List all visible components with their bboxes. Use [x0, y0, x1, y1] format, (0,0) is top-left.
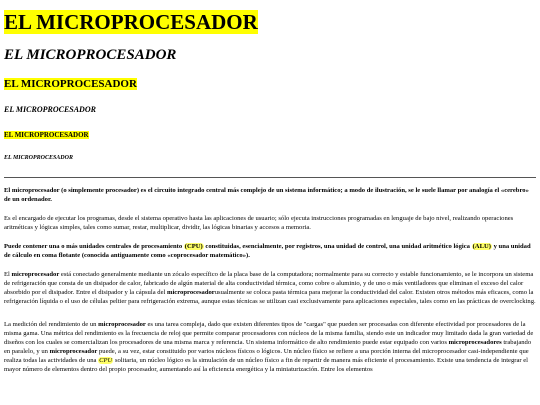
text: puede, a su vez, estar constituido por varios núcleos físicos o lógicos. Un núcleo físico se refiere a una porción interna del — [97, 348, 423, 355]
heading-1-text: EL MICROPROCESADOR — [4, 10, 258, 34]
strong-term: microprocesadores — [448, 339, 502, 346]
paragraph-function: Es el encargado de ejecutar los programas, desde el sistema operativo hasta las aplicaciones de usuario; sólo ejecuta instrucciones programadas en lenguaje de bajo nivel, realizando operaciones aritméticas y lógicas simples, tales como sumar, restar, multiplicar, dividir, las lógicas binarias y accesos a memoria. — [4, 215, 514, 231]
text: está conectado generalmente mediante un zócalo específico de la placa base de la computadora; normalmente para su correcto y estable funcionamiento, se le incorpora un sistema de refrigeración que consta de un disipador de calor, fabricado de algún material de alta conductividad térmica, como cobre o aluminio, y de uno o más ventiladores que eliminan el exceso del calor absorbido por el disipador. Entre el disipador y la cápsula del — [4, 271, 534, 296]
text: microprocesador casi-independiente que realiza todas las actividades de una — [4, 348, 529, 364]
heading-6: EL MICROPROCESADOR — [4, 155, 73, 161]
text: trabajando en paralelo, y un — [4, 339, 532, 355]
strong-term: microprocesador — [49, 348, 98, 355]
heading-2: EL MICROPROCESADOR — [4, 47, 177, 63]
strong-term: microprocesador — [98, 321, 146, 328]
paragraph-cooling — [4, 270, 536, 306]
paragraph-intro: El microprocesador (o simplemente procesador) es el circuito integrado central más complejo de un sistema informático; a modo de ilustración, se le suele llamar por analogía el «cerebro» de un ordenador. — [4, 187, 529, 203]
highlight-alu: (ALU) — [472, 243, 491, 250]
highlight-cpu: (CPU) — [184, 243, 203, 250]
text: solitaria, un núcleo lógico es la simulación de un núcleo físico a fin de repartir de manera más eficiente el procesamiento. Existe una tendencia de integrar el mayor número de elementos dentro del propio procesador, aumentando así la eficiencia energética y la miniaturización. Entre los elementos — [4, 357, 528, 373]
heading-4: EL MICROPROCESADOR — [4, 105, 96, 114]
heading-1 — [4, 10, 536, 34]
section-performance — [4, 320, 536, 374]
text: usualmente se coloca pasta térmica para mejorar la conductividad del calor. Existen otros métodos más eficaces, como la refrigeración líquida o el uso de células peltier para refrigeración extrema, aunque estas técnicas se utilizan casi exclusivamente para aplicaciones especiales, tales como en las prácticas de overclocking. — [4, 289, 536, 305]
heading-5 — [4, 131, 536, 139]
strong-term: microprocesador — [11, 271, 60, 278]
text: Puede contener una o más unidades centrales de procesamiento — [4, 243, 184, 250]
heading-5-text: EL MICROPROCESADOR — [4, 131, 89, 139]
text: es una tarea compleja, dado que existen diferentes tipos de "cargas" que pueden ser procesadas con diferente efectividad por procesadores de la misma gama. Una métrica del rendimiento es la frecuencia de reloj que permite comparar procesadores con núcleos de la misma familia, siendo este un indicador muy limitado dada la gran variedad de diseños con los cuales se comercializan los procesadores de una misma marca y referencia. Un sistema informático de alto rendimiento puede estar equipado con varios — [4, 321, 534, 346]
text: El — [4, 271, 12, 278]
text: y una unidad de cálculo en coma flotante (conocida antiguamente como «coprocesador matemático»). — [4, 243, 531, 259]
highlight-cpu-inline: CPU — [99, 357, 113, 364]
paragraph-units — [4, 242, 536, 260]
divider — [4, 177, 536, 178]
heading-3 — [4, 78, 536, 91]
heading-3-text: EL MICROPROCESADOR — [4, 78, 137, 90]
paragraph-performance — [4, 320, 536, 374]
text: La medición del rendimiento de un — [4, 321, 99, 328]
text: constituidas, esencialmente, por registros, una unidad de control, una unidad aritmético lógica — [203, 243, 472, 250]
strong-term: microprocesador — [166, 289, 215, 296]
